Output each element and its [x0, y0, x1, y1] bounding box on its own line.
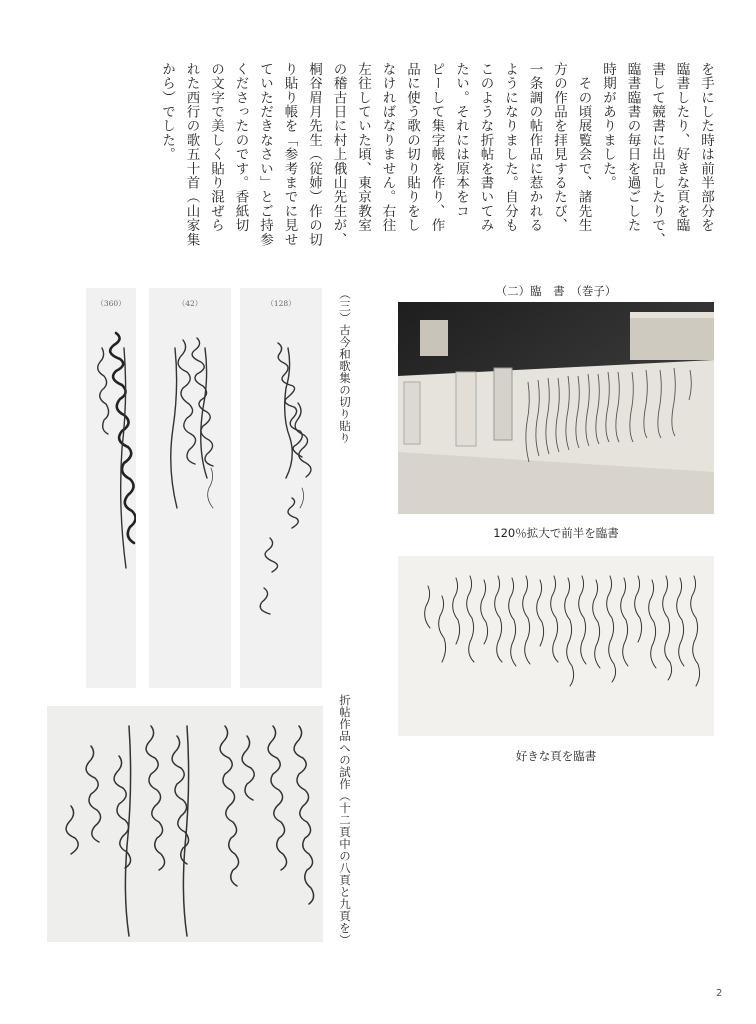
page-number: 2 [716, 988, 723, 999]
text-column: から）でした。 [159, 62, 175, 162]
orijo-photo-image [47, 706, 323, 942]
page-photo [398, 556, 714, 736]
page-photo-caption: 好きな頁を臨書 [515, 749, 597, 763]
text-column: 桐谷眉月先生（従姉）作の切 [306, 62, 322, 247]
page-photo-image [398, 556, 714, 736]
kokin-strip-42 [149, 288, 231, 688]
text-column: このような折帖を書いてみ [477, 62, 494, 233]
rinsho-caption: （二）臨 書 （巻子） [495, 284, 617, 298]
orijo-photo [47, 706, 323, 942]
text-column: れた西行の歌五十首（山家集 [183, 62, 200, 247]
strip-label: （360） [96, 299, 126, 308]
body-text [58, 62, 718, 304]
text-column: の稽古日に村上俄山先生が、 [330, 62, 347, 247]
text-column: 品に使う歌の切り貼りをし [404, 62, 420, 233]
text-column: 左往していた頃、東京教室 [355, 62, 371, 233]
calligraphy-image [149, 288, 231, 688]
scroll-photo-image [398, 302, 714, 514]
scroll-photo [398, 302, 714, 514]
text-column: 書して競書に出品したりで、 [649, 62, 665, 247]
text-column: その頃展覧会で、諸先生 [575, 62, 592, 233]
text-column: たい。それには原本をコ [453, 62, 469, 219]
strip-label: （128） [266, 299, 296, 308]
text-column: ていただきなさい」とご持参 [257, 62, 273, 247]
text-column: 臨書したり、好きな頁を臨 [673, 62, 690, 233]
kokin-strip-360 [86, 288, 136, 688]
calligraphy-image [240, 288, 322, 688]
text-column: なければなりません。右往 [379, 62, 396, 233]
text-column: ようになりました。自分も [502, 62, 518, 233]
strip-label: （42） [177, 299, 203, 308]
text-column: くださったのです。香紙切 [232, 62, 249, 233]
text-column: の文字で美しく貼り混ぜら [208, 62, 224, 233]
kokin-caption: （三）古今和歌集の切り貼り [338, 288, 352, 444]
scroll-photo-caption: 120％拡大で前半を臨書 [493, 526, 619, 540]
text-column: ピーして集字帳を作り、作 [428, 62, 445, 233]
text-column: 一条調の帖作品に惹かれる [526, 62, 543, 233]
text-column: 臨書臨書の毎日を過ごした [624, 62, 641, 233]
text-column: を手にした時は前半部分を [698, 62, 714, 233]
text-column: り貼り帳を「参考までに見せ [281, 62, 298, 247]
text-column: 時期がありました。 [600, 62, 616, 190]
calligraphy-image [86, 288, 136, 688]
orijo-caption: 折帖作品への試作（十二頁中の八頁と九頁を） [338, 694, 352, 946]
text-column: 方の作品を拝見するたび、 [551, 62, 567, 233]
kokin-strip-128 [240, 288, 322, 688]
